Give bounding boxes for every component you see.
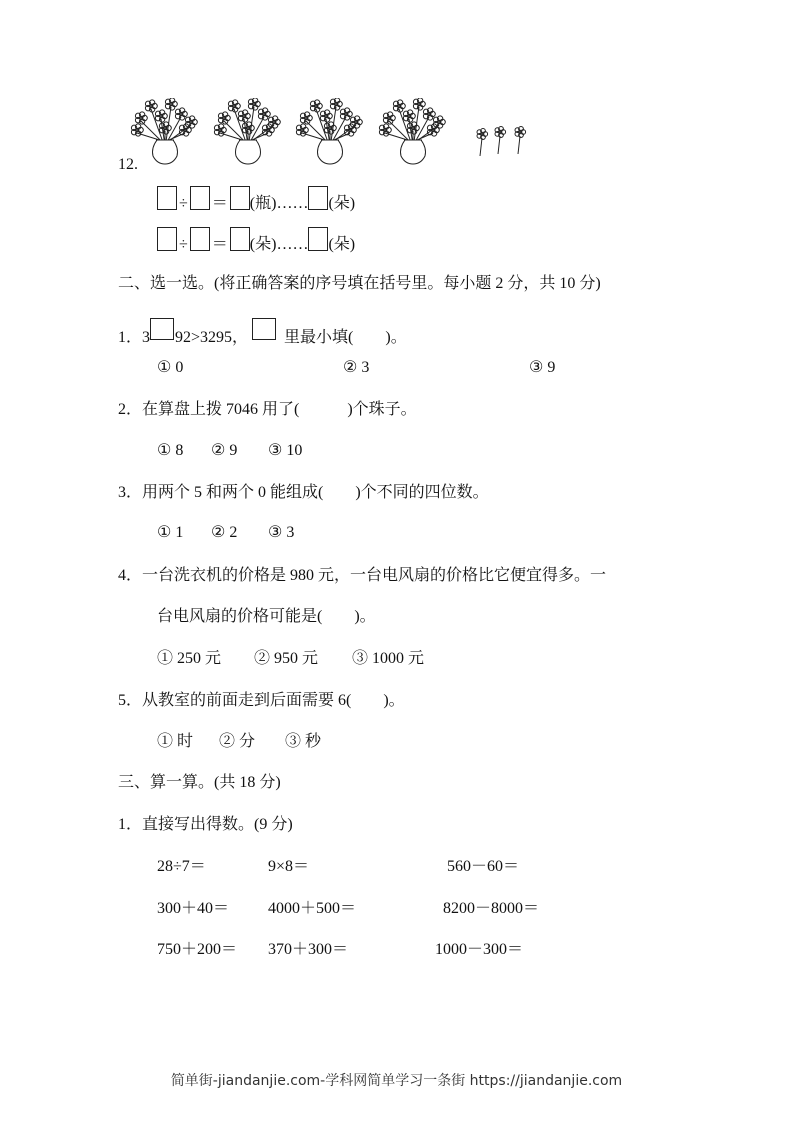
question-4-continued: 台电风扇的价格可能是( )。: [157, 608, 376, 625]
equals-sign: ＝: [211, 195, 228, 212]
option[interactable]: ② 950 元: [254, 650, 319, 667]
answer-box[interactable]: [230, 227, 250, 251]
question-number: 4．: [118, 567, 143, 584]
option[interactable]: ② 9: [211, 442, 238, 459]
calc-item: 9×8＝: [268, 858, 310, 875]
q12-line2: [157, 227, 355, 255]
question-number: 1．: [118, 329, 143, 346]
answer-box[interactable]: [190, 227, 210, 251]
section2-heading: 二、选一选。(将正确答案的序号填在括号里。每小题 2 分，共 10 分): [118, 275, 601, 292]
calc-item: 750＋200＝: [157, 941, 238, 958]
question-number: 3．: [118, 484, 143, 501]
option[interactable]: ① 0: [157, 359, 184, 376]
calc-item: 370＋300＝: [268, 941, 349, 958]
answer-box[interactable]: [308, 227, 328, 251]
section3-heading: 三、算一算。(共 18 分): [118, 774, 281, 791]
option[interactable]: ① 1: [157, 524, 184, 541]
question-text: 用两个 5 和两个 0 能组成( )个不同的四位数。: [142, 484, 489, 501]
footer-watermark: 简单街-jiandanjie.com-学科网简单学习一条街 https://jiandanjie.com: [170, 1073, 623, 1089]
option[interactable]: ① 时: [157, 733, 194, 750]
question-number: 5．: [118, 692, 143, 709]
question-text: 从教室的前面走到后面需要 6( )。: [142, 692, 405, 709]
option[interactable]: ② 分: [219, 733, 256, 750]
calc-item: 560－60＝: [447, 858, 520, 875]
calc-item: 1000－300＝: [435, 941, 524, 958]
q12-line1: [157, 186, 355, 214]
option[interactable]: ① 8: [157, 442, 184, 459]
question-1: [118, 318, 407, 348]
question-text-post: 里最小填( )。: [284, 329, 407, 346]
answer-box[interactable]: [230, 186, 250, 210]
option[interactable]: ① 250 元: [157, 650, 222, 667]
option[interactable]: ③ 3: [268, 524, 295, 541]
unit-text: (朵): [328, 236, 356, 253]
q12-number: 12.: [118, 156, 138, 173]
unit-text: (瓶)……: [249, 195, 309, 212]
question-text: 在算盘上拨 7046 用了( )个珠子。: [142, 401, 417, 418]
option[interactable]: ② 3: [343, 359, 370, 376]
question-number: 2．: [118, 401, 143, 418]
question-text-mid: 92>3295，: [175, 329, 249, 346]
calc-item: 8200－8000＝: [443, 900, 540, 917]
calc-item: 28÷7＝: [157, 858, 206, 875]
option[interactable]: ③ 10: [268, 442, 303, 459]
flower-vases-illustration: [130, 98, 550, 168]
unit-text: (朵)……: [249, 236, 309, 253]
question-2: [118, 400, 417, 420]
question-4: [118, 566, 606, 586]
calc-item: 300＋40＝: [157, 900, 230, 917]
option[interactable]: ③ 秒: [285, 733, 322, 750]
option[interactable]: ② 2: [211, 524, 238, 541]
answer-box[interactable]: [157, 186, 177, 210]
digit-box[interactable]: [150, 318, 174, 340]
answer-box[interactable]: [190, 186, 210, 210]
question-text: 一台洗衣机的价格是 980 元，一台电风扇的价格比它便宜得多。一: [142, 567, 607, 584]
digit-box[interactable]: [252, 318, 276, 340]
equals-sign: ＝: [211, 236, 228, 253]
question-5: [118, 691, 405, 711]
unit-text: (朵): [328, 195, 356, 212]
section3-sub1: 1．直接写出得数。(9 分): [118, 816, 293, 833]
question-3: [118, 483, 489, 503]
option[interactable]: ③ 9: [529, 359, 556, 376]
question-text-pre: 3: [142, 329, 151, 346]
divide-sign: ÷: [179, 236, 188, 253]
answer-box[interactable]: [157, 227, 177, 251]
option[interactable]: ③ 1000 元: [352, 650, 425, 667]
calc-item: 4000＋500＝: [268, 900, 357, 917]
answer-box[interactable]: [308, 186, 328, 210]
divide-sign: ÷: [179, 195, 188, 212]
